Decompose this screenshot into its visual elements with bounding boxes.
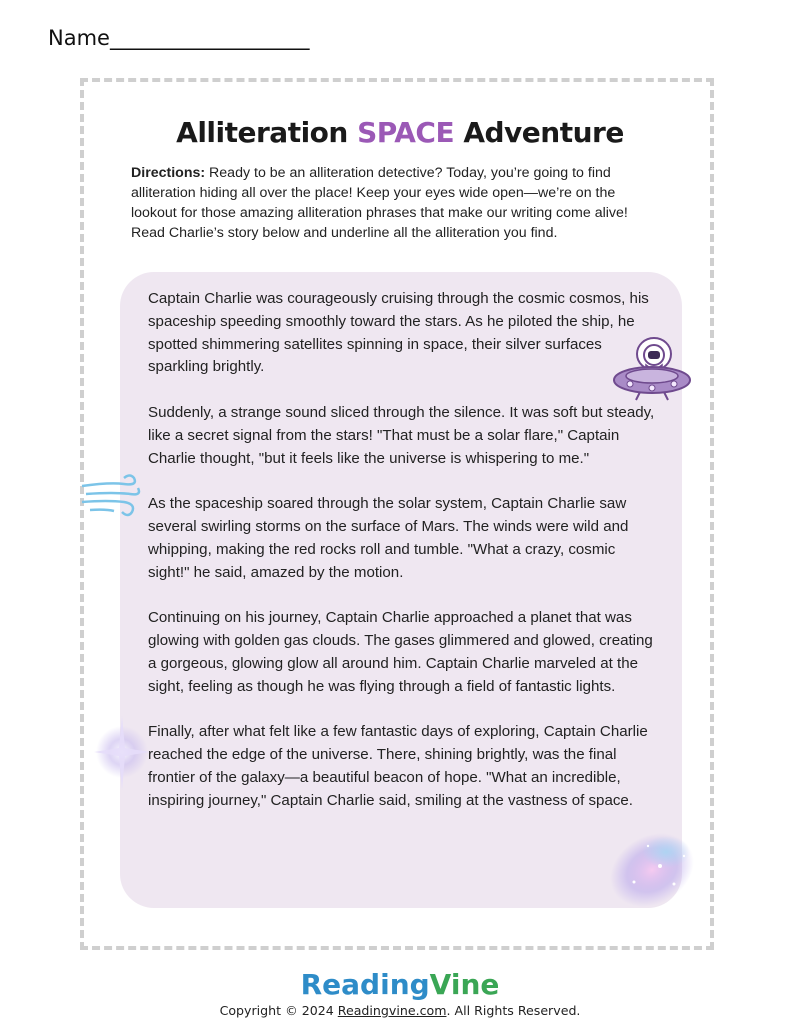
name-field-label: Name___________________ [48,26,310,50]
story-paragraph-3: As the spaceship soared through the solar system, Captain Charlie saw several swirling storms on the surface of Mars. The winds were wild and whipping, making the red rocks roll and tumble. "What a crazy, cosmic sight!" he said, amazed by the motion. [148,495,629,581]
title-accent: SPACE [357,116,455,149]
logo-part-2: Vine [429,968,500,1001]
story-text [148,288,658,835]
wind-gust-icon [80,474,144,520]
title-part-2: Adventure [454,116,624,149]
story-paragraph-1: Captain Charlie was courageously cruising through the cosmic cosmos, his spaceship speeding smoothly toward the stars. As he piloted the ship, he spotted shimmering satellites spinning in space, their silver surfaces sparkling brightly. [148,290,649,376]
directions-label: Directions: [131,165,206,181]
directions [131,163,661,243]
galaxy-nebula-icon [604,822,704,914]
worksheet-title [0,116,800,149]
copyright-suffix: . All Rights Reserved. [446,1003,581,1018]
story-paragraph-2: Suddenly, a strange sound sliced through the silence. It was soft but steady, like a secret signal from the stars! "That must be a solar flare," Captain Charlie thought, "but it feels like the universe is whispering to me." [148,403,655,467]
logo-part-1: Reading [300,968,430,1001]
copyright-link[interactable]: Readingvine.com [337,1003,447,1018]
copyright-prefix: Copyright © 2024 [219,1003,338,1018]
story-paragraph-4: Continuing on his journey, Captain Charlie approached a planet that was glowing with golden gas clouds. The gases glimmered and glowed, creating a gorgeous, glowing glow all around him. Captain Charlie marveled at the sight, feeling as though he was flying through a field of fantastic lights. [148,609,653,695]
title-part-1: Alliteration [176,116,358,149]
directions-text: Ready to be an alliteration detective? Today, you’re going to find alliteration hiding all over the place! Keep your eyes wide open—we’re on the lookout for those amazing alliteration phrases that make our writing come alive! Read Charlie’s story below and underline all the alliteration you find. [131,165,628,241]
sparkle-star-icon [92,712,152,792]
ufo-astronaut-icon [610,332,694,412]
copyright-notice [0,1003,800,1018]
readingvine-logo [0,968,800,1001]
story-paragraph-5: Finally, after what felt like a few fantastic days of exploring, Captain Charlie reached the edge of the universe. There, shining brightly, was the final frontier of the galaxy—a beautiful beacon of hope. "What an incredible, inspiring journey," Captain Charlie said, smiling at the vastness of space. [148,723,648,809]
